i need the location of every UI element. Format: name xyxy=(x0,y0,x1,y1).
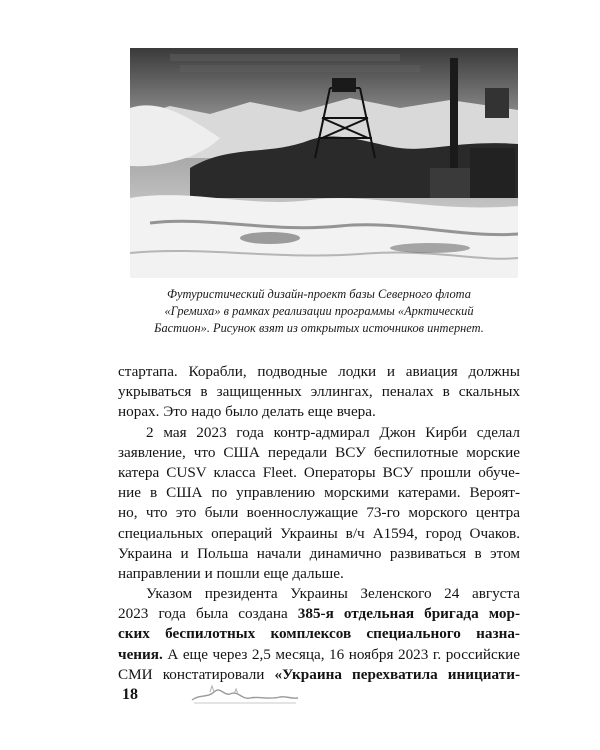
bold-text: ских беспилотных комплексов специального назна- xyxy=(118,625,520,643)
text-line: норах. Это надо было делать еще вчера. xyxy=(118,403,376,421)
bold-text: чения. xyxy=(118,645,163,663)
text-line xyxy=(118,665,520,685)
page-number: 18 xyxy=(122,686,138,703)
text-line: ние в США по управлению морскими катерами. Вероят- xyxy=(118,484,520,502)
caption-line: «Гремиха» в рамках реализации программы «Арктический xyxy=(164,304,474,318)
text-line: Указом президента Украины Зеленского 24 августа xyxy=(146,585,520,603)
text-run: СМИ констатировали xyxy=(118,665,275,683)
body-text xyxy=(118,362,520,685)
text-run: А еще через 2,5 месяца, 16 ноября 2023 г. российские xyxy=(162,645,520,663)
text-line: заявление, что США передали ВСУ беспилотные морские xyxy=(118,443,520,461)
text-line: направлении и пошли еще дальше. xyxy=(118,564,344,582)
text-line: стартапа. Корабли, подводные лодки и авиация должны xyxy=(118,363,520,380)
caption-line: Футуристический дизайн-проект базы Северного флота xyxy=(167,287,471,301)
text-line: но, что это были военнослужащие 73-го морского центра xyxy=(118,504,520,522)
arctic-base-icon xyxy=(130,48,518,278)
text-line: катера CUSV класса Fleet. Операторы ВСУ прошли обуче- xyxy=(118,463,520,481)
text-line xyxy=(118,624,520,644)
bold-text: «Украина перехватила инициати- xyxy=(274,665,520,683)
text-line: Украина и Польша начали динамично развиваться в этом xyxy=(118,544,520,562)
text-line xyxy=(118,645,520,665)
arctic-base-illustration xyxy=(130,48,518,278)
text-line: 2 мая 2023 года контр-адмирал Джон Кирби сделал xyxy=(146,423,520,441)
text-line: укрываться в защищенных эллингах, пеналах в скальных xyxy=(118,383,520,401)
text-line xyxy=(118,604,520,624)
caption-line: Бастион». Рисунок взят из открытых источников интернет. xyxy=(154,321,484,335)
decorative-landscape-ornament-icon xyxy=(190,680,300,711)
text-run: 2023 года была создана xyxy=(118,605,298,623)
text-line: специальных операций Украины в/ч А1594, город Очаков. xyxy=(118,524,520,542)
bold-text: 385-я отдельная бригада мор- xyxy=(297,605,521,623)
figure-caption xyxy=(112,286,526,337)
